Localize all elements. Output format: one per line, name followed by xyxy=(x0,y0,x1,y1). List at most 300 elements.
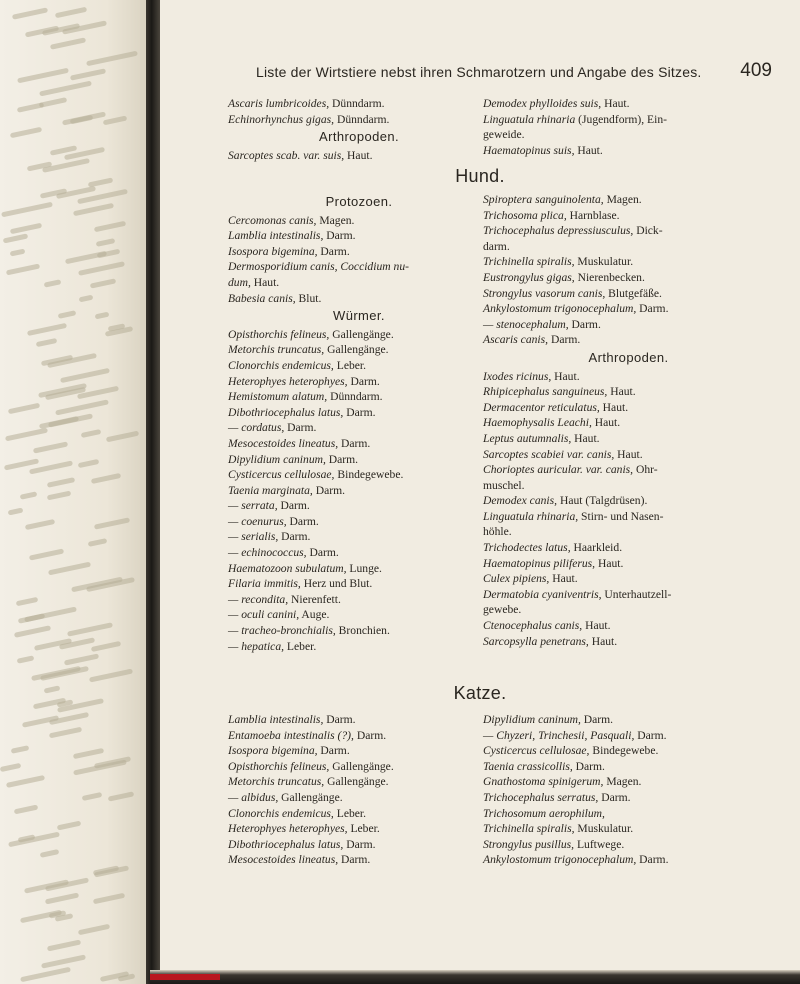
parasite-entry xyxy=(228,774,490,790)
species-name: — coenurus, xyxy=(228,514,287,528)
bleed-stroke xyxy=(50,37,87,49)
species-name: Dermatobia cyaniventris, xyxy=(483,587,602,601)
bleed-stroke xyxy=(47,478,75,489)
host-site: Lunge. xyxy=(346,561,382,575)
host-site: Darm. xyxy=(343,405,376,419)
parasite-entry xyxy=(483,462,774,478)
host-site: Haut. xyxy=(614,447,643,461)
host-site: Haut. xyxy=(595,556,624,570)
host-site: Magen. xyxy=(603,193,642,206)
host-site: Luftwege. xyxy=(574,837,625,851)
parasite-entry xyxy=(228,374,490,390)
host-site: Darm. xyxy=(312,483,346,497)
parasite-entry xyxy=(483,852,774,868)
species-name: Ctenocephalus canis, xyxy=(483,619,583,633)
species-name: — tracheo-bronchialis, xyxy=(228,624,336,638)
species-name: Entamoeba intestinalis (?), xyxy=(228,728,354,742)
parasite-entry xyxy=(483,286,774,302)
species-name: Mesocestoides lineatus, xyxy=(228,853,339,867)
facing-page-bleed xyxy=(0,0,152,984)
bleed-stroke xyxy=(13,625,51,638)
parasite-entry xyxy=(228,148,490,164)
species-name: Opisthorchis felineus, xyxy=(228,327,330,341)
parasite-entry xyxy=(483,400,774,416)
parasite-entry xyxy=(483,556,774,572)
parasite-entry xyxy=(228,259,490,275)
bleed-stroke xyxy=(5,263,39,275)
host-site: Darm. xyxy=(338,436,371,450)
species-name: Strongylus pusillus, xyxy=(483,837,575,851)
parasite-entry xyxy=(483,602,774,618)
bleed-stroke xyxy=(62,111,106,125)
species-name: Isospora bigemina, xyxy=(228,744,318,758)
bleed-stroke xyxy=(44,893,78,905)
bleed-stroke xyxy=(20,491,38,500)
parasite-entry xyxy=(228,837,490,853)
bleed-stroke xyxy=(78,261,125,276)
host-site: Darm. xyxy=(548,333,581,347)
host-site: Haut (Talgdrüsen). xyxy=(557,494,648,508)
bleed-stroke xyxy=(78,294,93,302)
host-site: Gallengänge. xyxy=(329,327,394,341)
host-site: muschel. xyxy=(483,478,525,492)
bleed-stroke xyxy=(93,517,129,529)
species-name: — albidus, xyxy=(228,790,279,804)
host-site: Leber. xyxy=(333,806,367,820)
species-name: Trichinella spiralis, xyxy=(483,255,575,269)
host-site: Muskulatur. xyxy=(574,255,634,269)
host-site: Muskulatur. xyxy=(574,822,634,836)
host-site: Dünndarm. xyxy=(327,390,383,404)
host-site: Darm. xyxy=(325,452,359,466)
bleed-stroke xyxy=(1,202,53,218)
parasite-entry xyxy=(483,239,774,255)
parasite-entry xyxy=(483,431,774,447)
parasite-entry xyxy=(483,712,774,728)
bleed-stroke xyxy=(5,428,48,442)
parasite-entry xyxy=(483,143,774,159)
parasite-entry xyxy=(483,540,774,556)
katze-left-column xyxy=(228,712,490,868)
parasite-entry xyxy=(228,759,490,775)
species-name: Echinorhynchus gigas, xyxy=(228,112,335,126)
host-site: Dünndarm. xyxy=(329,97,385,110)
bleed-stroke xyxy=(100,971,130,982)
species-name: Lamblia intestinalis, xyxy=(228,229,324,243)
bleed-stroke xyxy=(81,429,102,438)
bleed-stroke xyxy=(47,940,81,952)
hund-left-column xyxy=(228,192,490,654)
running-head xyxy=(256,62,772,86)
parasite-entry xyxy=(228,592,490,608)
host-site: Gallengänge. xyxy=(324,775,389,789)
parasite-entry xyxy=(228,821,490,837)
bleed-stroke xyxy=(95,311,110,319)
species-name: Chorioptes auricular. var. canis, xyxy=(483,463,634,477)
bleed-stroke xyxy=(108,791,134,801)
bleed-stroke xyxy=(67,622,113,636)
bleed-stroke xyxy=(96,238,116,247)
host-site: Nierenbecken. xyxy=(574,270,645,284)
host-site: Dünndarm. xyxy=(334,112,390,126)
bleed-stroke xyxy=(90,278,116,288)
parasite-entry xyxy=(483,384,774,400)
parasite-entry xyxy=(228,228,490,244)
host-site: Darm. xyxy=(323,713,356,726)
bleed-stroke xyxy=(12,8,49,20)
species-name: Culex pipiens, xyxy=(483,572,550,586)
host-site: Haut. xyxy=(599,400,629,414)
parasite-entry xyxy=(483,447,774,463)
species-name: Haematozoon subulatum, xyxy=(228,561,347,575)
bleed-stroke xyxy=(97,249,121,259)
bleed-stroke xyxy=(44,280,61,288)
host-site: Leber. xyxy=(347,822,380,836)
katze-right-column xyxy=(483,712,774,868)
host-site: Darm. xyxy=(636,853,669,867)
species-name: Demodex canis, xyxy=(483,494,558,508)
book-gutter xyxy=(146,0,160,984)
bleed-stroke xyxy=(49,711,90,724)
species-name: Ixodes ricinus, xyxy=(483,369,552,383)
species-name: Dibothriocephalus latus, xyxy=(228,837,344,851)
species-name: Taenia marginata, xyxy=(228,483,313,497)
host-site: Haut. xyxy=(591,416,621,430)
species-name: Ankylostomum trigonocephalum, xyxy=(483,302,637,316)
host-site: Haut. xyxy=(344,148,373,162)
parasite-entry xyxy=(483,571,774,587)
host-site: Darm. xyxy=(277,499,310,513)
bleed-stroke xyxy=(73,202,115,216)
bleed-stroke xyxy=(10,223,42,234)
host-site: Haut. xyxy=(582,619,611,633)
parasite-entry xyxy=(483,743,774,759)
parasite-entry xyxy=(228,291,490,307)
host-site: Nierenfett. xyxy=(288,592,341,606)
species-name: Heterophyes heterophyes, xyxy=(228,822,348,836)
parasite-entry xyxy=(483,634,774,650)
species-name: — oculi canini, xyxy=(228,608,300,622)
parasite-entry xyxy=(483,478,774,494)
parasite-entry xyxy=(228,436,490,452)
host-site: Dick- xyxy=(633,224,663,238)
species-name: Trichosoma plica, xyxy=(483,208,567,222)
parasite-entry xyxy=(483,759,774,775)
parasite-entry xyxy=(483,96,774,112)
host-site: Darm. xyxy=(634,728,667,742)
species-name: Clonorchis endemicus, xyxy=(228,806,334,820)
bleed-stroke xyxy=(33,442,68,454)
parasite-entry xyxy=(228,327,490,343)
parasite-entry xyxy=(228,275,490,291)
bleed-stroke xyxy=(10,745,29,754)
bleed-stroke xyxy=(39,81,92,97)
section-title-hund: Hund. xyxy=(455,166,505,186)
host-site: Magen. xyxy=(603,775,642,789)
species-name: Ankylostomum trigonocephalum, xyxy=(483,853,637,867)
host-site: Auge. xyxy=(299,608,330,622)
parasite-entry xyxy=(483,223,774,239)
host-site: Ohr- xyxy=(633,463,658,477)
parasite-entry xyxy=(483,127,774,143)
parasite-entry xyxy=(228,452,490,468)
host-site: Haut. xyxy=(607,385,636,399)
host-site: Leber. xyxy=(284,639,317,653)
parasite-entry xyxy=(228,405,490,421)
bleed-stroke xyxy=(49,727,83,739)
bleed-stroke xyxy=(86,50,137,66)
species-name: Dermacentor reticulatus, xyxy=(483,400,600,414)
host-site: Darm. xyxy=(568,317,601,331)
host-site: Herz und Blut. xyxy=(300,577,373,591)
host-site: gewebe. xyxy=(483,603,522,617)
parasite-entry xyxy=(228,514,490,530)
parasite-entry xyxy=(228,483,490,499)
species-name: Eustrongylus gigas, xyxy=(483,270,575,284)
parasite-entry xyxy=(483,192,774,208)
bleed-stroke xyxy=(24,519,55,530)
bleed-stroke xyxy=(88,538,108,547)
parasite-entry xyxy=(483,618,774,634)
species-name: Linguatula rhinaria, xyxy=(483,509,579,523)
bleed-stroke xyxy=(55,399,108,415)
top-left-column xyxy=(228,96,490,163)
parasite-entry xyxy=(483,774,774,790)
host-site: Darm. xyxy=(317,244,350,258)
bleed-stroke xyxy=(14,805,38,815)
bleed-stroke xyxy=(94,220,127,232)
bleed-stroke xyxy=(17,67,69,83)
host-site: Haut. xyxy=(549,572,578,586)
host-site: Darm. xyxy=(636,302,669,316)
host-site: geweide. xyxy=(483,128,525,142)
host-site: Bronchien. xyxy=(335,624,390,638)
bleed-stroke xyxy=(78,459,100,468)
species-name: Ascaris lumbricoides, xyxy=(228,97,330,110)
host-site: Haut. xyxy=(601,97,630,110)
parasite-entry xyxy=(483,332,774,348)
host-site: Magen. xyxy=(316,213,355,227)
host-site: Blut. xyxy=(295,291,322,305)
host-site: Darm. xyxy=(347,374,380,388)
parasite-entry xyxy=(228,96,490,112)
parasite-entry xyxy=(483,806,774,822)
host-site: Bindegewebe. xyxy=(334,468,404,482)
parasite-entry xyxy=(228,358,490,374)
species-name: — recondita, xyxy=(228,592,289,606)
species-name: Babesia canis, xyxy=(228,291,296,305)
bleed-stroke xyxy=(18,613,45,623)
host-site: Haut. xyxy=(588,634,618,648)
bleed-stroke xyxy=(73,748,105,759)
parasite-entry xyxy=(483,790,774,806)
bleed-stroke xyxy=(64,654,99,666)
parasite-entry xyxy=(228,852,490,868)
parasite-entry xyxy=(228,639,490,655)
host-site: (Jugendform), Ein- xyxy=(575,112,668,126)
bleed-stroke xyxy=(93,892,126,904)
species-name: Haemophysalis Leachi, xyxy=(483,416,592,430)
species-name: Isospora bigemina, xyxy=(228,244,318,258)
species-name: Heterophyes heterophyes, xyxy=(228,374,348,388)
species-name: Strongylus vasorum canis, xyxy=(483,286,606,300)
bleed-stroke xyxy=(58,311,77,320)
species-name: Dermosporidium canis, Coccidium nu- xyxy=(228,260,409,274)
bleed-stroke xyxy=(91,473,121,484)
parasite-entry xyxy=(228,712,490,728)
species-name: Cysticercus cellulosae, xyxy=(228,468,335,482)
host-site: Haut. xyxy=(571,431,600,445)
species-name: Leptus autumnalis, xyxy=(483,431,572,445)
species-name: — echinococcus, xyxy=(228,546,307,560)
bleed-stroke xyxy=(10,249,26,257)
host-site: Gallengänge. xyxy=(278,790,343,804)
host-site: Darm. xyxy=(323,229,356,243)
parasite-entry xyxy=(483,493,774,509)
bleed-stroke xyxy=(3,233,28,243)
bleed-stroke xyxy=(0,763,21,772)
parasite-entry xyxy=(483,587,774,603)
species-name: Lamblia intestinalis, xyxy=(228,713,324,726)
host-site: Haut. xyxy=(250,275,280,289)
group-heading: Protozoen. xyxy=(325,194,393,209)
top-right-column xyxy=(483,96,774,158)
bleed-stroke xyxy=(62,21,107,35)
host-site: Darm. xyxy=(278,530,311,544)
parasite-entry xyxy=(228,743,490,759)
hund-right-column xyxy=(483,192,774,649)
host-site: Darm. xyxy=(343,837,376,851)
parasite-entry xyxy=(483,112,774,128)
parasite-entry xyxy=(483,369,774,385)
species-name: — hepatica, xyxy=(228,639,285,653)
bleed-stroke xyxy=(70,68,106,80)
species-name: Sarcoptes scab. var. suis, xyxy=(228,148,345,162)
bleed-stroke xyxy=(82,792,102,801)
species-name: — stenocephalum, xyxy=(483,317,569,331)
host-site: Harnblase. xyxy=(566,208,620,222)
group-heading: Arthropoden. xyxy=(319,129,399,145)
bleed-stroke xyxy=(10,127,42,139)
bleed-stroke xyxy=(36,338,58,347)
species-name: Cercomonas canis, xyxy=(228,213,317,227)
host-site: Darm. xyxy=(284,421,317,435)
bleed-stroke xyxy=(46,491,71,501)
bleed-stroke xyxy=(60,368,110,383)
bleed-stroke xyxy=(43,685,60,693)
group-heading: Würmer. xyxy=(333,308,385,324)
species-name: Spiroptera sanguinolenta, xyxy=(483,193,604,206)
host-site: Haut. xyxy=(574,143,603,157)
parasite-entry xyxy=(483,821,774,837)
parasite-entry xyxy=(228,806,490,822)
species-name: — Chyzeri, Trinchesii, Pasquali, xyxy=(483,728,635,742)
bleed-stroke xyxy=(48,562,91,576)
species-name: Linguatula rhinaria xyxy=(483,112,576,126)
bleed-stroke xyxy=(103,115,127,125)
species-name: Clonorchis endemicus, xyxy=(228,358,334,372)
species-name: dum, xyxy=(228,275,251,289)
parasite-entry xyxy=(228,213,490,229)
parasite-entry xyxy=(228,467,490,483)
parasite-entry xyxy=(228,112,490,128)
parasite-entry xyxy=(483,837,774,853)
species-name: — serialis, xyxy=(228,530,279,544)
parasite-entry xyxy=(228,529,490,545)
species-name: Dipylidium caninum, xyxy=(483,713,581,726)
species-name: — cordatus, xyxy=(228,421,285,435)
bleed-stroke xyxy=(8,403,40,414)
parasite-entry xyxy=(228,561,490,577)
host-site: Gallengänge. xyxy=(329,759,394,773)
bleed-stroke xyxy=(15,597,38,607)
host-site: Darm. xyxy=(598,790,631,804)
host-site: darm. xyxy=(483,239,510,253)
species-name: Hemistomum alatum, xyxy=(228,390,328,404)
bleed-stroke xyxy=(106,431,139,443)
parasite-entry xyxy=(228,244,490,260)
parasite-entry xyxy=(483,524,774,540)
species-name: Trichocephalus serratus, xyxy=(483,790,599,804)
host-site: Darm. xyxy=(580,713,614,726)
bleed-stroke xyxy=(40,849,59,858)
species-name: Sarcopsylla penetrans, xyxy=(483,634,589,648)
bleed-stroke xyxy=(20,967,71,983)
bleed-stroke xyxy=(27,323,67,336)
parasite-entry xyxy=(483,208,774,224)
parasite-entry xyxy=(228,790,490,806)
parasite-entry xyxy=(483,301,774,317)
bleed-stroke xyxy=(91,641,121,652)
host-site: Darm. xyxy=(317,744,350,758)
species-name: Trichodectes latus, xyxy=(483,541,571,555)
species-name: — serrata, xyxy=(228,499,278,513)
parasite-entry xyxy=(228,389,490,405)
page-number: 409 xyxy=(740,60,772,81)
bleed-stroke xyxy=(17,656,35,665)
species-name: Filaria immitis, xyxy=(228,577,301,591)
species-name: Metorchis truncatus, xyxy=(228,775,325,789)
host-site: Gallengänge. xyxy=(324,343,389,357)
species-name: Taenia crassicollis, xyxy=(483,759,573,773)
bleed-stroke xyxy=(39,98,67,109)
species-name: Trichocephalus depressiusculus, xyxy=(483,224,634,238)
parasite-entry xyxy=(228,576,490,592)
bleed-stroke xyxy=(55,7,87,18)
species-name: Trichosomum aerophilum, xyxy=(483,806,605,820)
parasite-entry xyxy=(483,415,774,431)
host-site: Bindegewebe. xyxy=(589,744,659,758)
species-name: Trichinella spiralis, xyxy=(483,822,575,836)
bleed-stroke xyxy=(41,955,86,969)
parasite-entry xyxy=(483,728,774,744)
host-site: Darm. xyxy=(286,514,319,528)
species-name: Haematopinus suis, xyxy=(483,143,575,157)
species-name: Metorchis truncatus, xyxy=(228,343,325,357)
parasite-entry xyxy=(228,545,490,561)
parasite-entry xyxy=(228,607,490,623)
species-name: Cysticercus cellulosae, xyxy=(483,744,590,758)
parasite-entry xyxy=(483,270,774,286)
parasite-entry xyxy=(228,342,490,358)
host-site: Stirn- und Nasen- xyxy=(578,509,664,523)
book-page xyxy=(170,0,790,970)
host-site: Unterhautzell- xyxy=(601,587,672,601)
species-name: Demodex phylloides suis, xyxy=(483,97,602,110)
parasite-entry xyxy=(228,420,490,436)
section-title-katze: Katze. xyxy=(453,683,507,703)
species-name: Mesocestoides lineatus, xyxy=(228,436,339,450)
